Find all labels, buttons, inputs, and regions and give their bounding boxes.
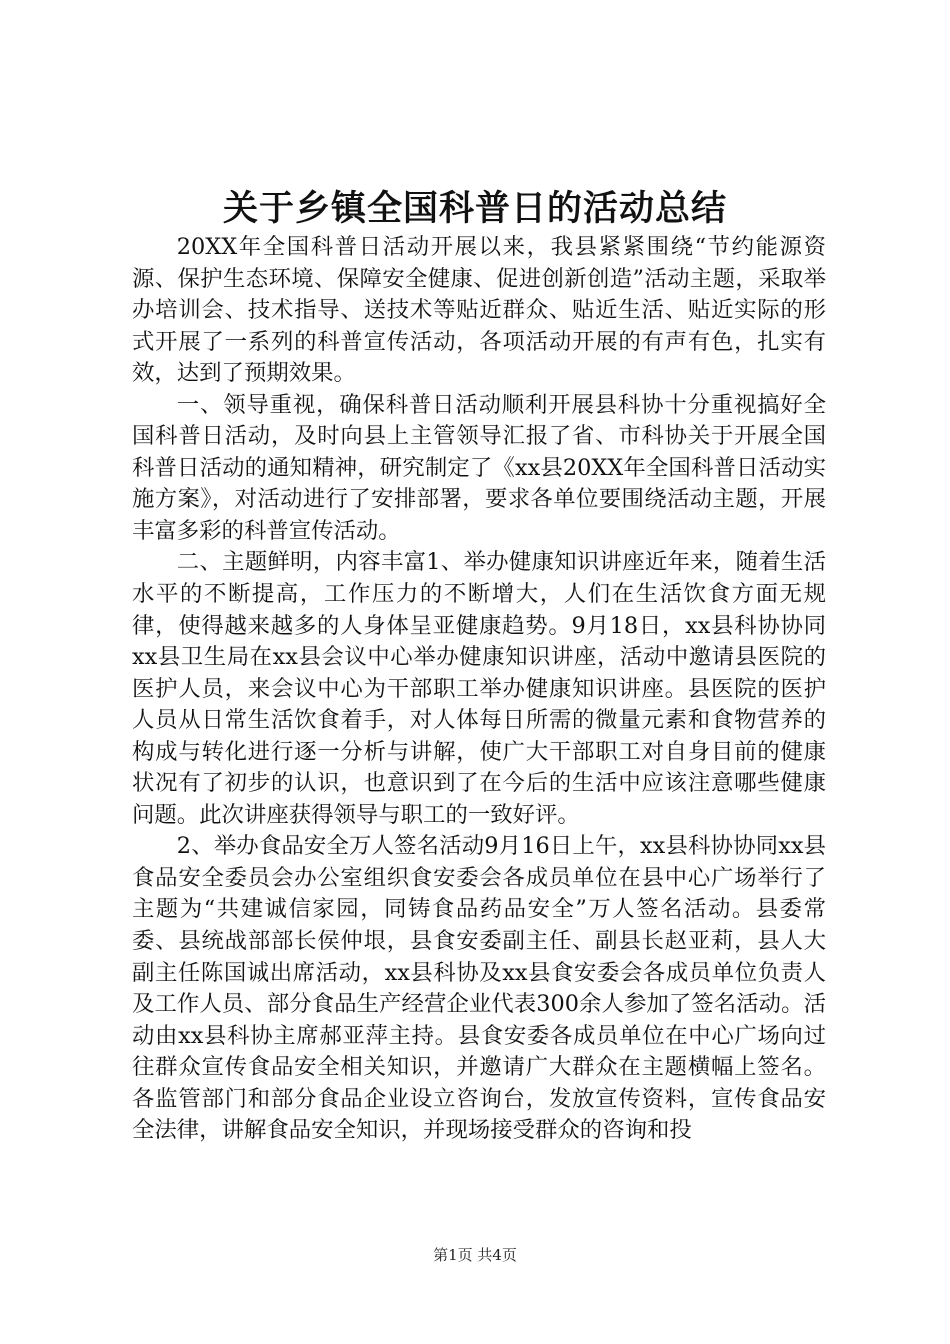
page-number-footer: 第1页 共4页 — [433, 1246, 517, 1264]
document-title: 关于乡镇全国科普日的活动总结 — [222, 188, 727, 229]
paragraph-intro: 20XX年全国科普日活动开展以来，我县紧紧围绕“节约能源资源、保护生态环境、保障安全健康、促进创新创造”活动主题，采取举办培训会、技术指导、送技术等贴近群众、贴近生活、贴近实际的形式开展了一系列的科普宣传活动，各项活动开展的有声有色，扎实有效，达到了预期效果。 — [132, 234, 826, 387]
document-body — [132, 232, 826, 1147]
paragraph-section-one: 一、领导重视，确保科普日活动顺利开展县科协十分重视搞好全国科普日活动，及时向县上主管领导汇报了省、市科协关于开展全国科普日活动的通知精神，研究制定了《xx县20XX年全国科普日活动实施方案》，对活动进行了安排部署，要求各单位要围绕活动主题，开展丰富多彩的科普宣传活动。 — [132, 391, 826, 544]
paragraph-section-two: 二、主题鲜明，内容丰富1、举办健康知识讲座近年来，随着生活水平的不断提高，工作压力的不断增大，人们在生活饮食方面无规律，使得越来越多的人身体呈亚健康趋势。9月18日，xx县科协协同xx县卫生局在xx县会议中心举办健康知识讲座，活动中邀请县医院的医护人员，来会议中心为干部职工举办健康知识讲座。县医院的医护人员从日常生活饮食着手，对人体每日所需的微量元素和食物营养的构成与转化进行逐一分析与讲解，使广大干部职工对自身目前的健康状况有了初步的认识，也意识到了在今后的生活中应该注意哪些健康问题。此次讲座获得领导与职工的一致好评。 — [132, 549, 826, 828]
paragraph-food-safety: 2、举办食品安全万人签名活动9月16日上午，xx县科协协同xx县食品安全委员会办公室组织食安委会各成员单位在县中心广场举行了主题为“共建诚信家园，同铸食品药品安全”万人签名活动。县委常委、县统战部部长侯仲垠，县食安委副主任、副县长赵亚莉，县人大副主任陈国诚出席活动，xx县科协及xx县食安委会各成员单位负责人及工作人员、部分食品生产经营企业代表300余人参加了签名活动。活动由xx县科协主席郝亚萍主持。县食安委各成员单位在中心广场向过往群众宣传食品安全相关知识，并邀请广大群众在主题横幅上签名。各监管部门和部分食品企业设立咨询台，发放宣传资料，宣传食品安全法律，讲解食品安全知识，并现场接受群众的咨询和投 — [132, 833, 826, 1144]
